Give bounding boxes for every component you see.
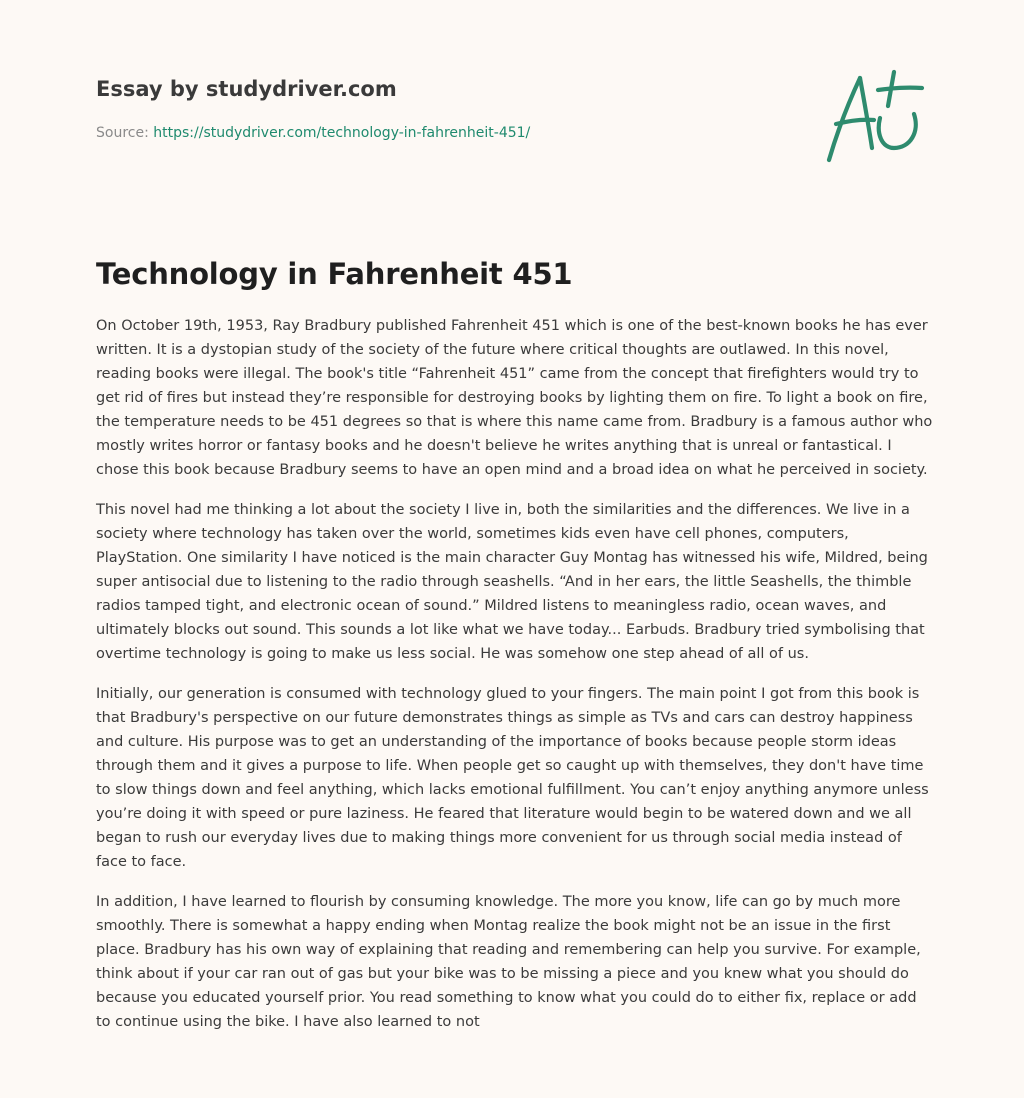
essay-paragraph: This novel had me thinking a lot about the society I live in, both the similarities and the differences. We live in a society where technology has taken over the world, sometimes kids even have cell phones, computers, PlayStation. One similarity I have noticed is the main character Guy Montag has witnessed his wife, Mildred, being super antisocial due to listening to the radio through seashells. “And in her ears, the little Seashells, the thimble radios tamped tight, and electronic ocean of sound.” Mildred listens to meaningless radio, ocean waves, and ultimately blocks out sound. This sounds a lot like what we have today... Earbuds. Bradbury tried symbolising that overtime technology is going to make us less social. He was somehow one step ahead of all of us. — [96, 502, 928, 662]
essay-paragraph: Initially, our generation is consumed with technology glued to your fingers. The main point I got from this book is that Bradbury's perspective on our future demonstrates things as simple as TVs and cars can destroy happiness and culture. His purpose was to get an understanding of the importance of books because people storm ideas through them and it gives a purpose to life. When people get so caught up with themselves, they don't have time to slow things down and feel anything, which lacks emotional fulfillment. You can’t enjoy anything anymore unless you’re doing it with speed or pure laziness. He feared that literature would begin to be watered down and we all began to rush our everyday lives due to making things more convenient for us through social media instead of face to face. — [96, 686, 929, 870]
source-label: Source: — [96, 125, 149, 141]
source-line — [96, 123, 796, 143]
essay-header — [96, 74, 796, 143]
essay-paragraph: On October 19th, 1953, Ray Bradbury published Fahrenheit 451 which is one of the best-known books he has ever written. It is a dystopian study of the society of the future where critical thoughts are outlawed. In this novel, reading books were illegal. The book's title “Fahrenheit 451” came from the concept that firefighters would try to get rid of fires but instead they’re responsible for destroying books by lighting them on fire. To light a book on fire, the temperature needs to be 451 degrees so that is where this name came from. Bradbury is a famous author who mostly writes horror or fantasy books and he doesn't believe he writes anything that is unreal or fantastical. I chose this book because Bradbury seems to have an open mind and a broad idea on what he perceived in society. — [96, 318, 933, 478]
brand-name: Essay by studydriver.com — [96, 77, 397, 101]
a-plus-grade-icon — [822, 66, 928, 166]
essay-paragraph: In addition, I have learned to flourish by consuming knowledge. The more you know, life can go by much more smoothly. There is somewhat a happy ending when Montag realize the book might not be an issue in the first place. Bradbury has his own way of explaining that reading and remembering can help you survive. For example, think about if your car ran out of gas but your bike was to be missing a piece and you knew what you should do because you educated yourself prior. You read something to know what you could do to either fix, replace or add to continue using the bike. I have also learned to not — [96, 894, 921, 1030]
essay-title: Technology in Fahrenheit 451 — [96, 257, 573, 291]
source-link[interactable]: https://studydriver.com/technology-in-fahrenheit-451/ — [153, 125, 531, 141]
essay-body — [96, 314, 934, 1050]
